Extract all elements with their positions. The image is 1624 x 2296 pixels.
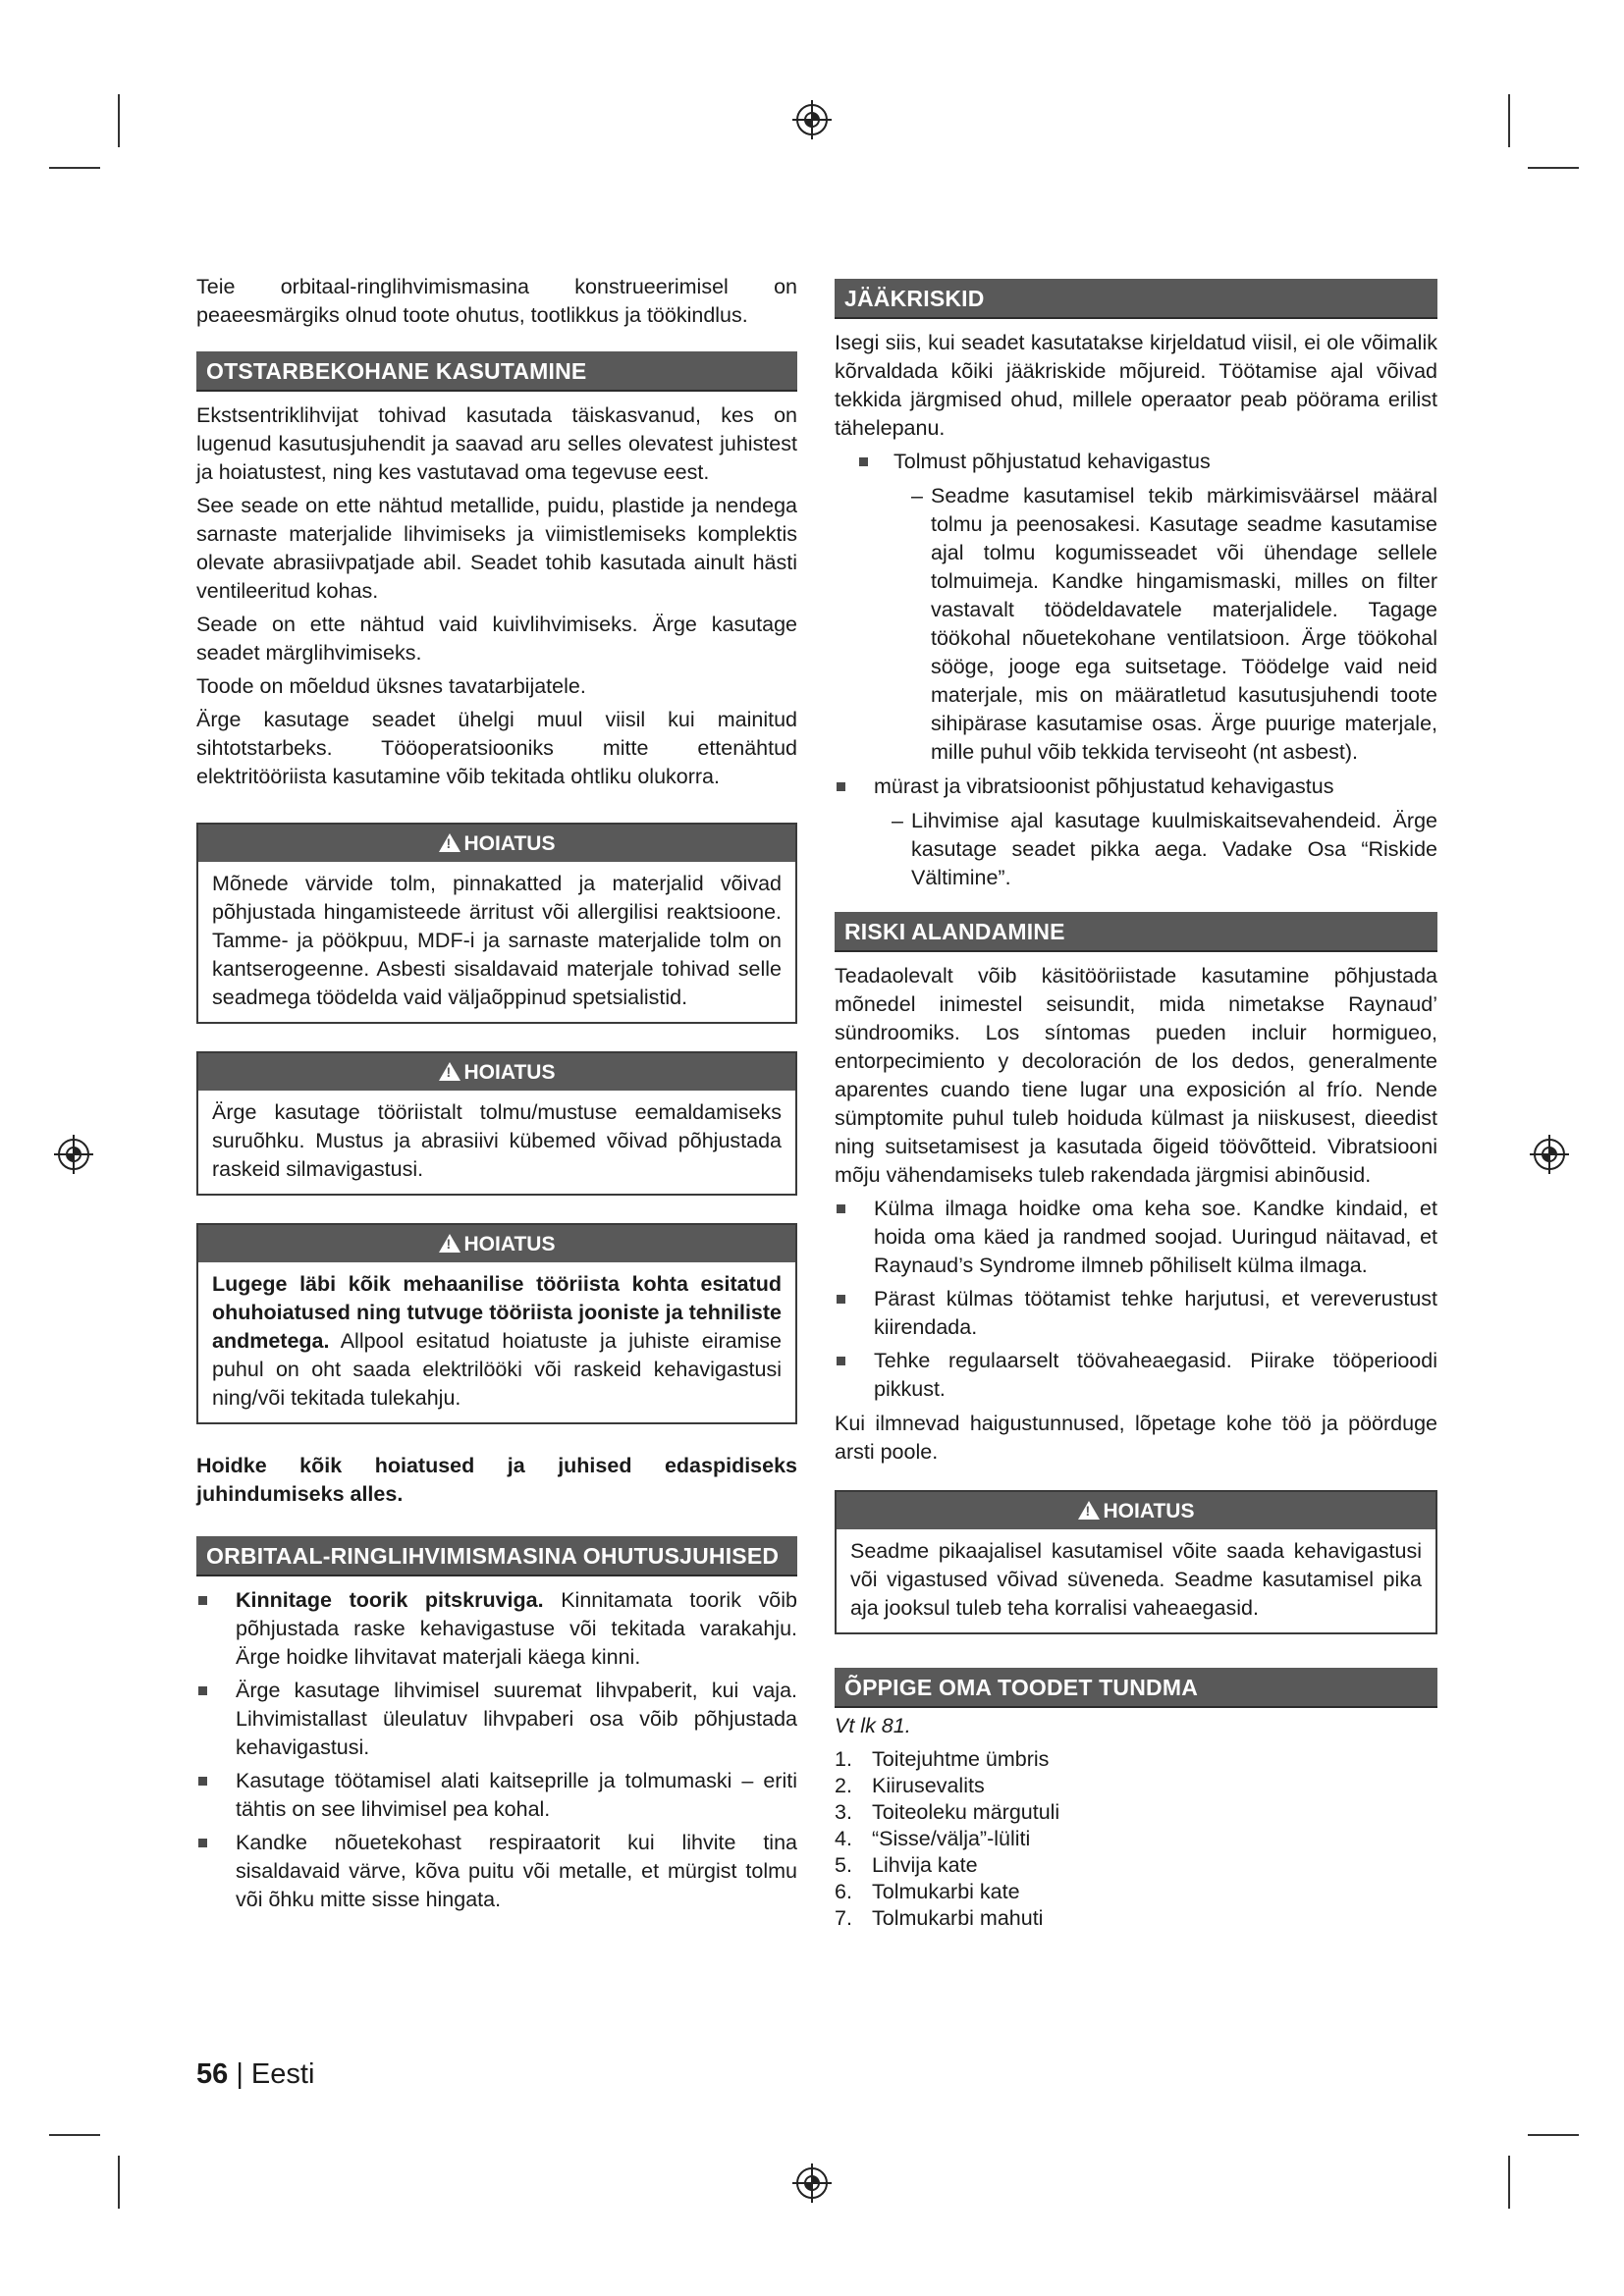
figure-reference: Vt lk 81.	[835, 1714, 911, 1737]
residual-intro: Isegi siis, kui seadet kasutatakse kirjeldatud viisil, ei ole võimalik kõrvaldada kõiki jääkriskide mõjureid. Töötamise ajal võivad tekkida järgmised ohud, millele operaator peab pöörama erilist tähelepanu.	[835, 331, 1437, 440]
crop-mark	[118, 94, 120, 147]
residual-sub	[835, 807, 1437, 892]
warning-header	[198, 1053, 795, 1091]
intended-use-paragraph: Toode on mõeldud üksnes tavatarbijatele.	[196, 674, 586, 698]
list-item	[835, 1852, 1437, 1879]
part-number: 6.	[835, 1880, 852, 1903]
warning-label: HOIATUS	[463, 832, 556, 855]
crop-mark	[1508, 94, 1510, 147]
warning-text: Seadme pikaajalisel kasutamisel võite saada kehavigastusi või vigastused võivad süveneda. Seadme kasutamisel pika aja jooksul tuleb teha korralisi vaheaegasid.	[850, 1539, 1422, 1620]
list-item: Ärge kasutage lihvimisel suuremat lihvpaberit, kui vaja. Lihvimistallast üleulatuv lihvpaberi osa võib põhjustada kehavigastusi.	[196, 1677, 797, 1762]
keep-instructions: Hoidke kõik hoiatused ja juhised edaspidiseks juhindumiseks alles.	[196, 1454, 797, 1506]
right-column	[835, 279, 1437, 1932]
section-title-risk-reduction: RISKI ALANDAMINE	[835, 912, 1437, 952]
list-item: Tehke regulaarselt töövaheaegasid. Piirake tööperioodi pikkust.	[835, 1347, 1437, 1404]
list-item-bold: Kinnitage toorik pitskruviga.	[236, 1588, 544, 1612]
parts-list	[835, 1746, 1437, 1932]
part-label: “Sisse/välja”-lüliti	[872, 1827, 1031, 1850]
list-item	[196, 1586, 797, 1672]
crop-mark	[1508, 2156, 1510, 2209]
crop-mark	[1528, 167, 1579, 169]
list-item	[835, 1826, 1437, 1852]
list-item	[835, 1773, 1437, 1799]
section-title-know-product: ÕPPIGE OMA TOODET TUNDMA	[835, 1668, 1437, 1708]
warning-text-normal: Allpool esitatud hoiatuste ja juhiste eiramise puhul on oht saada elektrilööki või raskeid kehavigastusi ning/või tekitada tulekahju.	[212, 1329, 782, 1410]
warning-text	[212, 1270, 782, 1413]
registration-mark-icon	[1528, 1133, 1571, 1176]
dash-item: – Lihvimise ajal kasutage kuulmiskaitsevahendeid. Ärge kasutage seadet pikka aega. Vadake Osa “Riskide Vältimine”.	[892, 807, 1437, 892]
crop-mark	[49, 167, 100, 169]
warning-header	[198, 825, 795, 862]
warning-triangle-icon	[1078, 1501, 1100, 1520]
warning-box-general	[196, 1223, 797, 1424]
part-label: Tolmukarbi kate	[872, 1880, 1020, 1903]
list-item-text: Kinnitamata toorik võib põhjustada raske kehavigastuse või tekitada varakahju. Ärge hoidke lihvitavat materjali käega kinni.	[236, 1588, 797, 1669]
crop-mark	[1528, 2134, 1579, 2136]
registration-mark-icon	[790, 2162, 834, 2205]
residual-sub	[835, 482, 1437, 767]
part-label: Kiirusevalits	[872, 1774, 985, 1797]
intended-use-paragraph: Seade on ette nähtud vaid kuivlihvimiseks. Ärge kasutage seadet märglihvimiseks.	[196, 613, 797, 665]
list-item: Pärast külmas töötamist tehke harjutusi, et vereverustust kiirendada.	[835, 1285, 1437, 1342]
warning-triangle-icon	[439, 833, 460, 852]
risk-reduction-intro: Teadaolevalt võib käsitööriistade kasutamine põhjustada mõnedel inimestel seisundit, mida nimetakse Raynaud’ sündroomiks. Los síntomas pueden incluir hormigueo, entorpecimiento y decoloración de los dedos, generalmente aparentes cuando tiene lugar una exposición al frío. Nende sümptomite puhul tuleb hoiduda külmast ja niiskusest, dieedist ning suitsetamisest ja kasutada õigeid töövõtteid. Vibratsiooni mõju vähendamiseks tuleb rakendada järgmisi abinõusid.	[835, 964, 1437, 1187]
footer-separator: |	[228, 2058, 251, 2090]
part-number: 7.	[835, 1906, 852, 1930]
part-number: 4.	[835, 1827, 852, 1850]
section-title-residual-risks: JÄÄKRISKID	[835, 279, 1437, 319]
list-item: mürast ja vibratsioonist põhjustatud kehavigastus	[835, 773, 1437, 801]
page-number: 56	[196, 2058, 229, 2090]
intro-paragraph: Teie orbitaal-ringlihvimismasina konstrueerimisel on peaeesmärgiks olnud toote ohutus, tootlikkus ja töökindlus.	[196, 275, 797, 327]
list-item: Tolmust põhjustatud kehavigastus	[835, 448, 1437, 476]
part-label: Tolmukarbi mahuti	[872, 1906, 1044, 1930]
page-footer	[196, 2057, 314, 2091]
registration-mark-icon	[52, 1133, 95, 1176]
crop-mark	[49, 2134, 100, 2136]
part-number: 5.	[835, 1853, 852, 1877]
intended-use-paragraph: See seade on ette nähtud metallide, puidu, plastide ja nendega sarnaste materjalide lihvimiseks ja viimistlemiseks komplektis olevate abrasiivpatjade abil. Seadet tohib kasutada ainult hästi ventileeritud kohas.	[196, 494, 797, 603]
warning-box-prolonged-use	[835, 1490, 1437, 1634]
section-title-safety: ORBITAAL-RINGLIHVIMISMASINA OHUTUSJUHISED	[196, 1536, 797, 1576]
list-item: Kandke nõuetekohast respiraatorit kui lihvite tina sisaldavaid värve, kõva puitu või metalle, et mürgist tolmu või õhku mitte sisse hingata.	[196, 1829, 797, 1914]
safety-list	[196, 1586, 797, 1914]
warning-text: Ärge kasutage tööriistalt tolmu/mustuse eemaldamiseks suruõhku. Mustus ja abrasiivi kübemed võivad põhjustada raskeid silmavigastusi.	[212, 1100, 782, 1181]
intended-use-paragraph: Ärge kasutage seadet ühelgi muul viisil kui mainitud sihtotstarbeks. Tööoperatsiooniks mitte ettenähtud elektritööriista kasutamine võib tekitada ohtliku olukorra.	[196, 708, 797, 788]
part-number: 1.	[835, 1747, 852, 1771]
part-number: 3.	[835, 1800, 852, 1824]
part-number: 2.	[835, 1774, 852, 1797]
warning-header	[837, 1492, 1435, 1529]
footer-language: Eesti	[250, 2058, 315, 2090]
list-item	[835, 1799, 1437, 1826]
residual-list	[835, 448, 1437, 476]
registration-mark-icon	[790, 98, 834, 141]
warning-triangle-icon	[439, 1062, 460, 1081]
warning-box-compressed-air	[196, 1051, 797, 1196]
list-item	[835, 1879, 1437, 1905]
warning-text-bold: Lugege läbi kõik mehaanilise tööriista kohta esitatud ohuhoiatused ning tutvuge tööriista jooniste ja tehniliste andmetega.	[212, 1272, 782, 1353]
warning-label: HOIATUS	[1103, 1500, 1195, 1522]
warning-label: HOIATUS	[463, 1233, 556, 1255]
warning-label: HOIATUS	[463, 1061, 556, 1084]
part-label: Lihvija kate	[872, 1853, 978, 1877]
part-label: Toiteoleku märgutuli	[872, 1800, 1060, 1824]
risk-reduction-list	[835, 1195, 1437, 1404]
part-label: Toitejuhtme ümbris	[872, 1747, 1050, 1771]
dash-item: – Seadme kasutamisel tekib märkimisväärsel määral tolmu ja peenosakesi. Kasutage seadme kasutamise ajal tolmu kogumisseadet või ühendage sellele tolmuimeja. Kandke hingamismaski, milles on filter vastavalt töödeldavatele materjalidele. Tagage töökohal nõuetekohane ventilatsioon. Ärge töökohal sööge, jooge ega suitsetage. Töödelge vaid neid materjale, mis on määratletud kasutusjuhendi toote sihipärase kasutamise osas. Ärge puurige materjale, mille puhul võib tekkida terviseoht (nt asbest).	[911, 482, 1437, 767]
left-column	[196, 273, 797, 1920]
risk-reduction-closing: Kui ilmnevad haigustunnused, lõpetage kohe töö ja pöörduge arsti poole.	[835, 1412, 1437, 1464]
warning-header	[198, 1225, 795, 1262]
warning-triangle-icon	[439, 1234, 460, 1253]
list-item	[835, 1905, 1437, 1932]
list-item: Kasutage töötamisel alati kaitseprille ja tolmumaski – eriti tähtis on see lihvimisel pea kohal.	[196, 1767, 797, 1824]
list-item	[835, 1746, 1437, 1773]
crop-mark	[118, 2156, 120, 2209]
warning-text: Mõnede värvide tolm, pinnakatted ja materjalid võivad põhjustada hingamisteede ärritust või allergilisi reaktsioone. Tamme- ja pöökpuu, MDF-i ja sarnaste materjalide tolm on kantserogeenne. Asbesti sisaldavaid materjale tohivad selle seadmega töödelda vaid väljaõppinud spetsialistid.	[212, 872, 782, 1009]
list-item: Külma ilmaga hoidke oma keha soe. Kandke kindaid, et hoida oma käed ja randmed soojad. Uuringud näitavad, et Raynaud’s Syndrome ilmneb põhiliselt külma ilmaga.	[835, 1195, 1437, 1280]
intended-use-paragraph: Ekstsentriklihvijat tohivad kasutada täiskasvanud, kes on lugenud kasutusjuhendit ja saavad aru selles olevatest juhistest ja hoiatustest, ning kes vastutavad oma tegevuse eest.	[196, 403, 797, 484]
residual-list	[835, 773, 1437, 801]
section-title-intended-use: OTSTARBEKOHANE KASUTAMINE	[196, 351, 797, 392]
warning-box-dust	[196, 823, 797, 1024]
